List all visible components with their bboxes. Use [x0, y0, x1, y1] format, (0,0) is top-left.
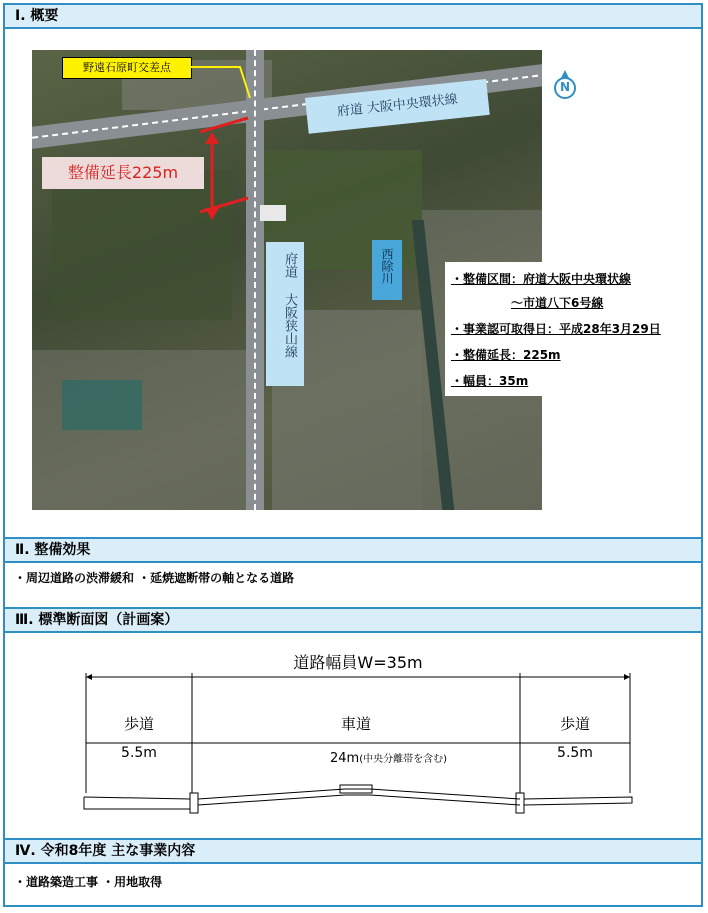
info-length: ・整備延長：225m [451, 348, 561, 362]
section-header-cross-section: Ⅲ. 標準断面図（計画案） [3, 607, 703, 633]
length-tick-top [200, 118, 248, 132]
effects-text: ・周辺道路の渋滞緩和 ・延焼遮断帯の軸となる道路 [14, 571, 295, 585]
info-section-range-end: ～市道八下6号線 [511, 296, 604, 310]
info-approval-date: ・事業認可取得日：平成28年3月29日 [451, 322, 661, 336]
section-header-effects: Ⅱ. 整備効果 [3, 537, 703, 563]
info-width: ・幅員：35m [451, 374, 529, 388]
roadway-width-note: (中央分離帯を含む) [359, 754, 448, 765]
info-section-range: ・整備区間：府道大阪中央環状線 [451, 272, 632, 286]
length-label: 整備延長225m [42, 157, 204, 189]
length-tick-bottom [200, 198, 248, 212]
section-header-overview: Ⅰ. 概要 [3, 3, 703, 29]
left-sidewalk-width: 5.5m [121, 745, 157, 761]
route-label-osakasayama: 府道 大阪狭山線 [266, 242, 304, 386]
right-sidewalk-width: 5.5m [557, 745, 593, 761]
intersection-label: 野遠石原町交差点 [62, 57, 192, 79]
work-text: ・道路築造工事 ・用地取得 [14, 875, 163, 889]
route-label-chuo-kanjo: 府道 大阪中央環状線 [305, 79, 490, 134]
right-sidewalk-label: 歩道 [559, 715, 590, 733]
total-width-label: 道路幅員W=35m [293, 653, 423, 672]
north-label: N [559, 80, 571, 94]
river-label: 西除川 [372, 240, 402, 300]
length-arrow-top [205, 132, 219, 144]
section-header-fy-work: Ⅳ. 令和8年度 主な事業内容 [3, 838, 703, 864]
project-info-box [445, 262, 677, 396]
left-sidewalk-label: 歩道 [123, 715, 154, 733]
roadway-label: 車道 [340, 715, 371, 733]
intersection-leader-line [190, 67, 250, 98]
road-profile [84, 785, 632, 813]
roadway-width: 24m [330, 751, 360, 766]
roadway-width-group [330, 750, 447, 766]
